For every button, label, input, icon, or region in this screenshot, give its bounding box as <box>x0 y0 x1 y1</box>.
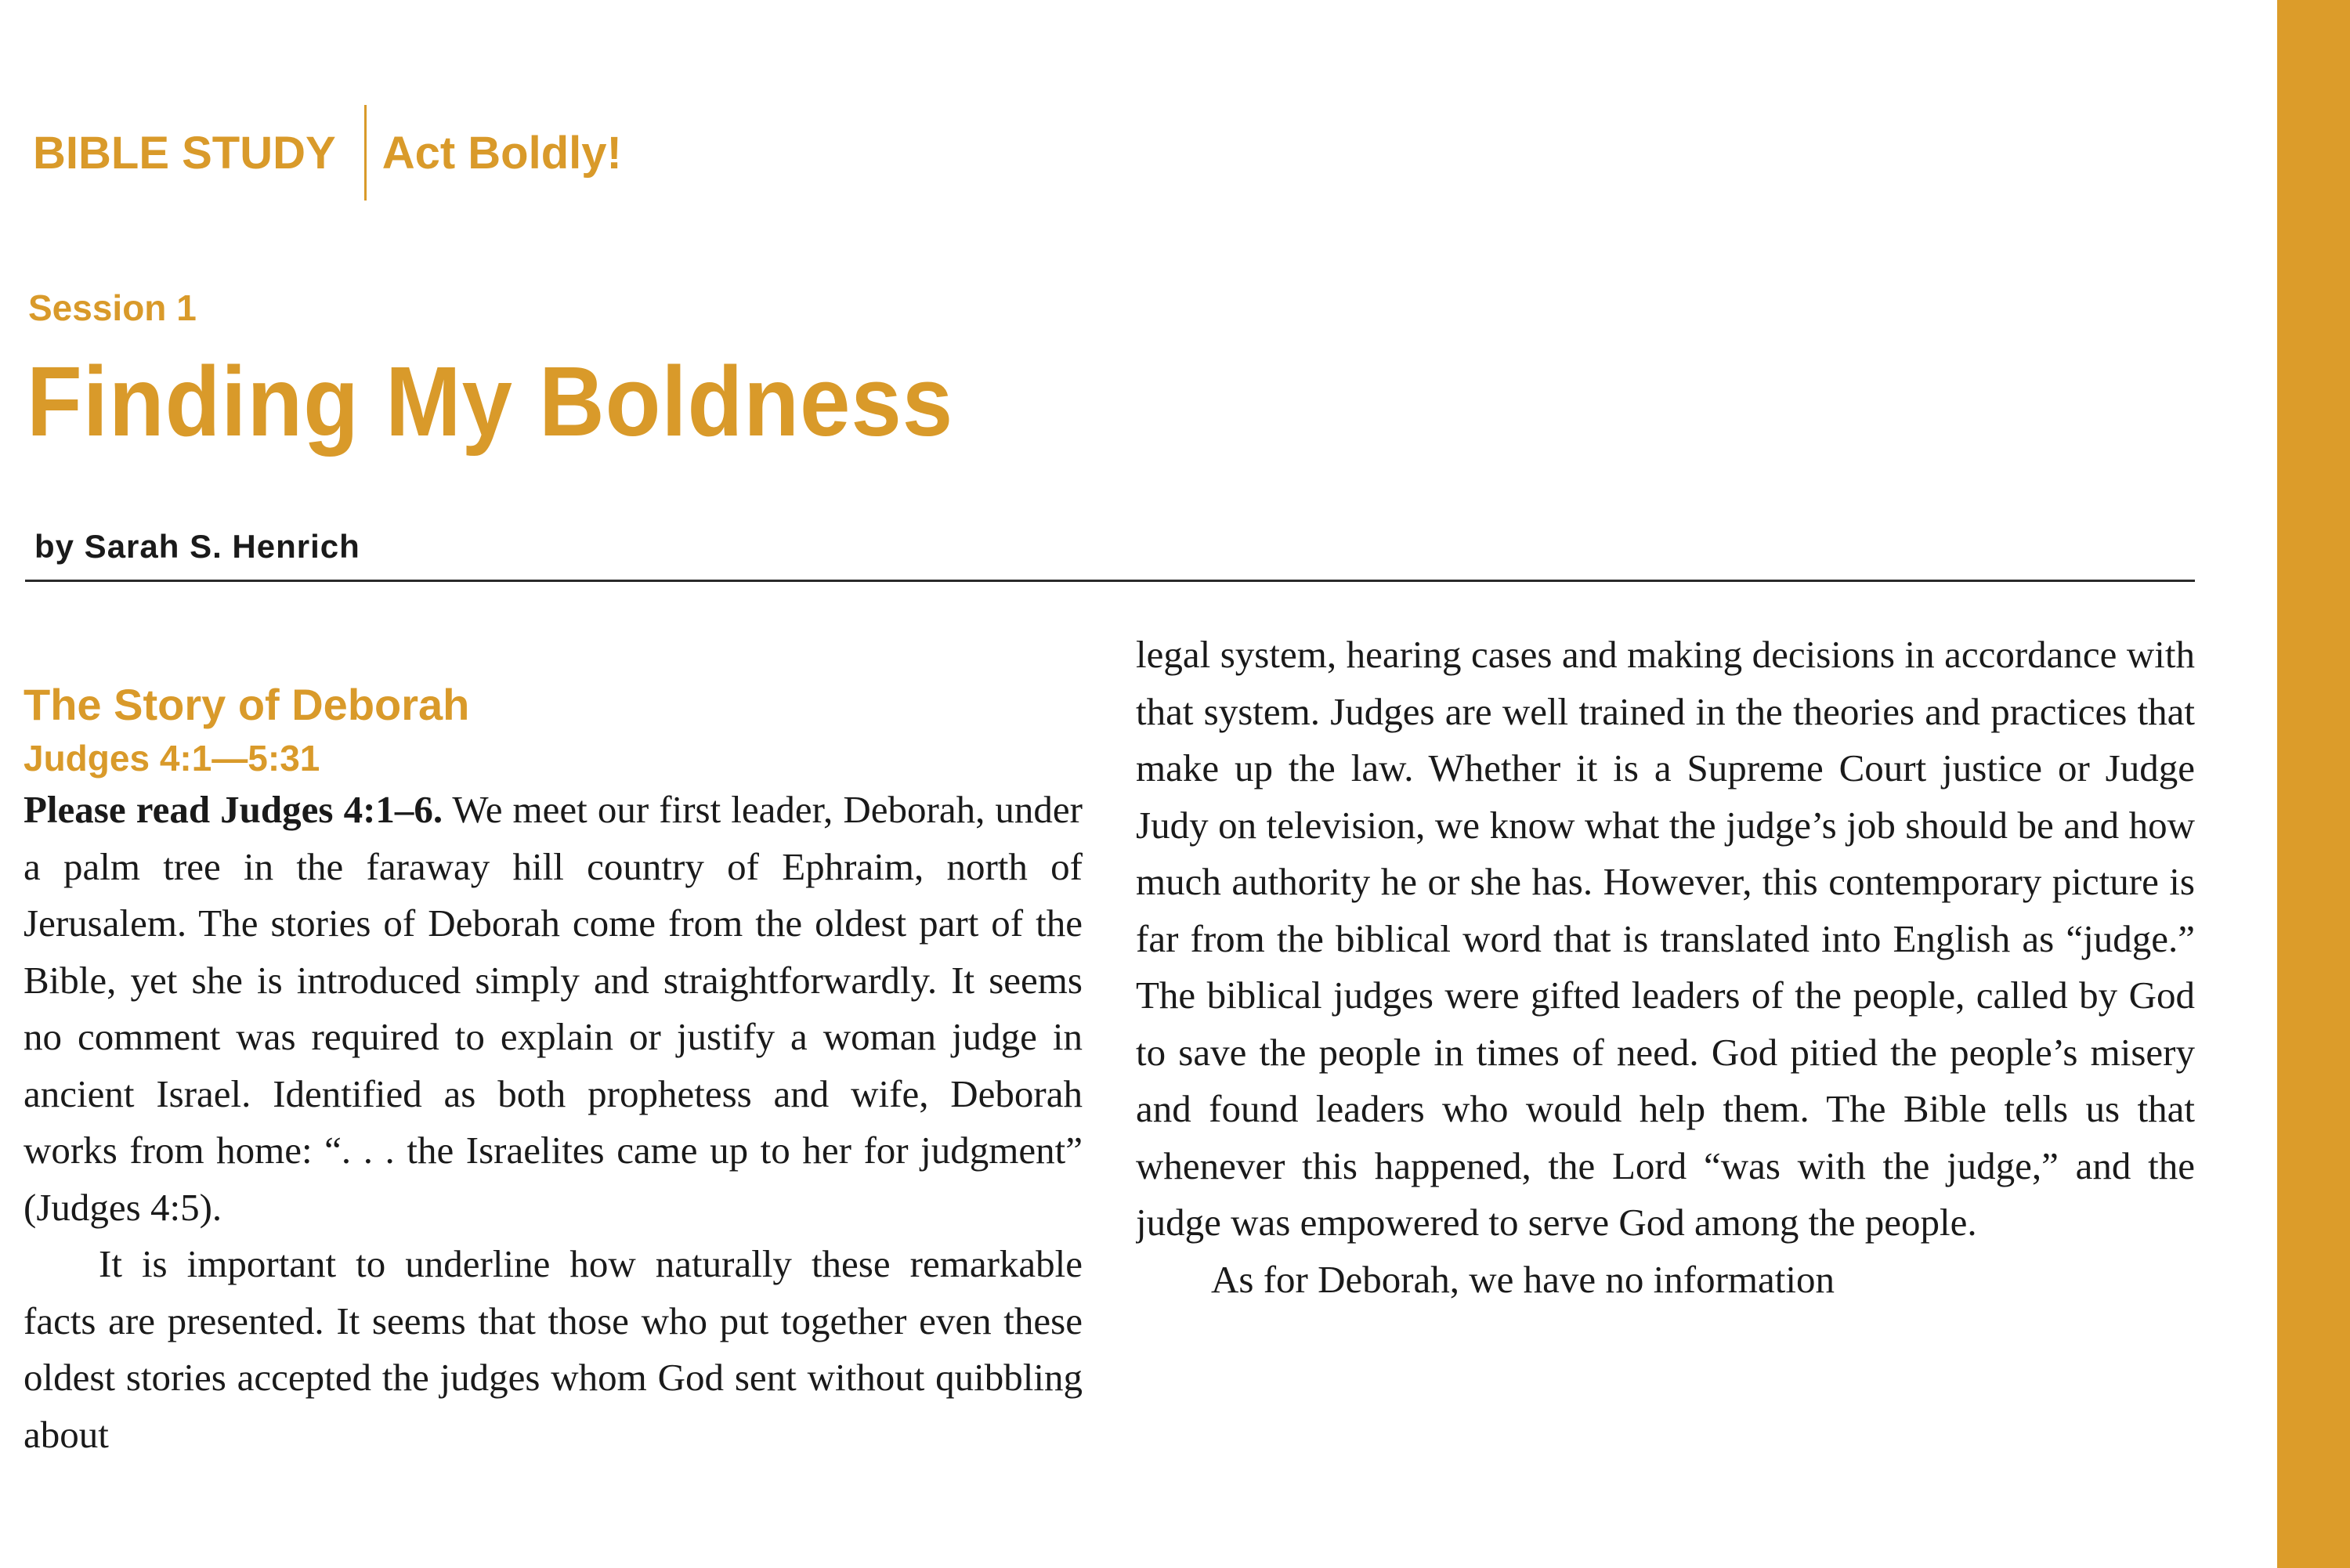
paragraph: It is important to underline how naturally these remarkable facts are presented. It seems that those who put together even these oldest stories accepted the judges whom God sent without quibbling about <box>24 1242 1083 1456</box>
right-column <box>1136 627 2195 1568</box>
header-section-label: BIBLE STUDY <box>33 127 336 179</box>
byline: by Sarah S. Henrich <box>34 528 360 565</box>
section-title: The Story of Deborah <box>24 680 470 729</box>
paragraph-text: We meet our first leader, Deborah, under a palm tree in the faraway hill country of Ephraim, north of Jerusalem. The stories of Deborah come from the oldest part of the Bible, yet she is introduced simply and straightforwardly. It seems no comment was required to explain or justify a woman judge in ancient Israel. Identified as both prophetess and wife, Deborah works from home: “. . . the Israelites came up to her for judgment” (Judges 4:5). <box>24 788 1083 1229</box>
title-divider <box>25 580 2195 582</box>
page-header <box>33 105 622 201</box>
reading-instruction: Please read Judges 4:1–6. <box>24 788 443 831</box>
session-label: Session 1 <box>28 287 197 328</box>
header-series-label: Act Boldly! <box>381 127 622 179</box>
paragraph <box>24 782 1083 1236</box>
section-reference: Judges 4:1—5:31 <box>24 738 320 779</box>
left-column <box>24 627 1083 1568</box>
side-accent-bar <box>2277 0 2350 1568</box>
page-title: Finding My Boldness <box>27 346 954 457</box>
paragraph: As for Deborah, we have no information <box>1211 1257 1835 1301</box>
paragraph: legal system, hearing cases and making decisions in accordance with that system. Judges are well trained in the theories and practices that make up the law. Whether it is a Supreme Court justice or Judge Judy on television, we know what the judge’s job should be and how much authority he or she has. However, this contemporary picture is far from the biblical word that is translated into English as “judge.” The biblical judges were gifted leaders of the people, called by God to save the people in times of need. God pitied the people’s misery and found leaders who would help them. The Bible tells us that whenever this happened, the Lord “was with the judge,” and the judge was empowered to serve God among the people. <box>1136 633 2195 1244</box>
header-divider <box>364 105 367 201</box>
